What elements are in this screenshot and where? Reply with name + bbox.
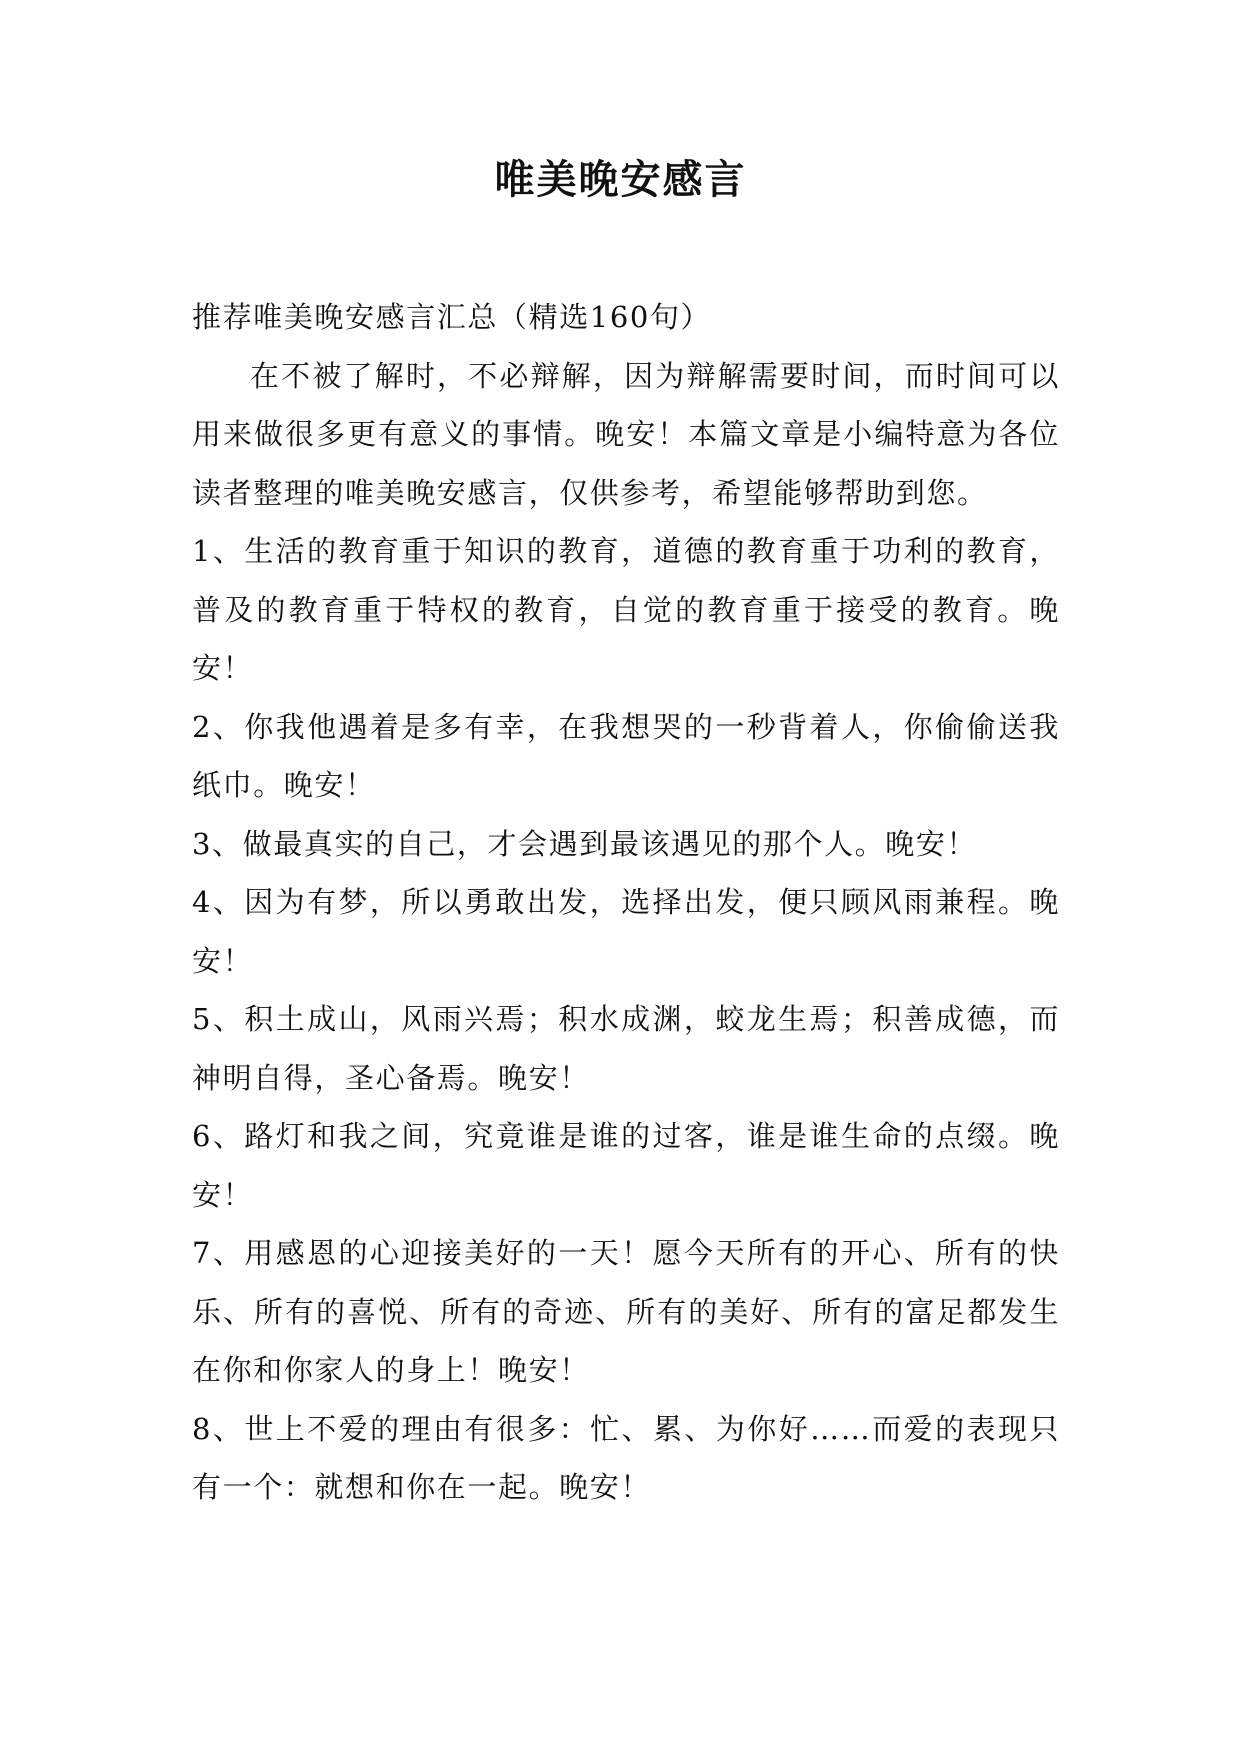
document-title: 唯美晚安感言 — [494, 156, 747, 203]
list-item: 1、生活的教育重于知识的教育，道德的教育重于功利的教育，普及的教育重于特权的教育，自觉的教育重于接受的教育。晚安！ — [192, 534, 1060, 685]
list-item: 3、做最真实的自己，才会遇到最该遇见的那个人。晚安！ — [192, 826, 978, 861]
document-body — [192, 288, 1060, 1517]
list-item: 5、积土成山，风雨兴焉；积水成渊，蛟龙生焉；积善成德，而神明自得，圣心备焉。晚安！ — [192, 1002, 1060, 1095]
list-item: 7、用感恩的心迎接美好的一天！愿今天所有的开心、所有的快乐、所有的喜悦、所有的奇迹、所有的美好、所有的富足都发生在你和你家人的身上！晚安！ — [192, 1236, 1060, 1387]
list-item: 4、因为有梦，所以勇敢出发，选择出发，便只顾风雨兼程。晚安！ — [192, 885, 1060, 978]
list-item: 6、路灯和我之间，究竟谁是谁的过客，谁是谁生命的点缀。晚安！ — [192, 1119, 1060, 1212]
list-item: 2、你我他遇着是多有幸，在我想哭的一秒背着人，你偷偷送我纸巾。晚安！ — [192, 709, 1060, 802]
document-subtitle: 推荐唯美晚安感言汇总（精选160句） — [192, 300, 712, 334]
list-item: 8、世上不爱的理由有很多：忙、累、为你好……而爱的表现只有一个：就想和你在一起。晚安！ — [192, 1411, 1060, 1504]
intro-paragraph: 在不被了解时，不必辩解，因为辩解需要时间，而时间可以用来做很多更有意义的事情。晚安！本篇文章是小编特意为各位读者整理的唯美晚安感言，仅供参考，希望能够帮助到您。 — [192, 358, 1060, 510]
